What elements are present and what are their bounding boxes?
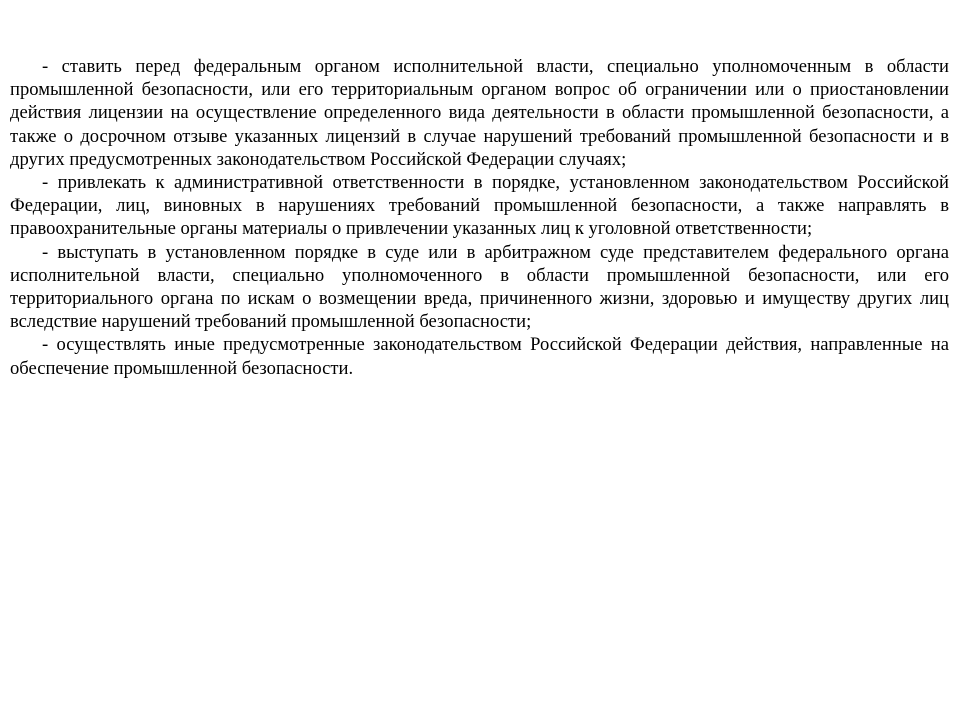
body-text [10,55,949,380]
paragraph-administrative-liability: - привлекать к административной ответственности в порядке, установленном законодательством Российской Федерации, лиц, виновных в нарушениях требований промышленной безопасности, а также направлять в правоохранительные органы материалы о привлечении указанных лиц к уголовной ответственности; [10,172,949,240]
paragraph-revoke-license: - ставить перед федеральным органом исполнительной власти, специально уполномоченным в области промышленной безопасности, или его территориальным органом вопрос об ограничении или о приостановлении действия лицензии на осуществление определенного вида деятельности в области промышленной безопасности, а также о досрочном отзыве указанных лицензий в случае нарушений требований промышленной безопасности и в других предусмотренных законодательством Российской Федерации случаях; [10,56,949,170]
paragraph-other-actions: - осуществлять иные предусмотренные законодательством Российской Федерации действия, направленные на обеспечение промышленной безопасности. [10,334,949,379]
paragraph-court-representation: - выступать в установленном порядке в суде или в арбитражном суде представителем федерального органа исполнительной власти, специально уполномоченного в области промышленной безопасности, или его территориального органа по искам о возмещении вреда, причиненного жизни, здоровью и имуществу других лиц вследствие нарушений требований промышленной безопасности; [10,241,949,333]
